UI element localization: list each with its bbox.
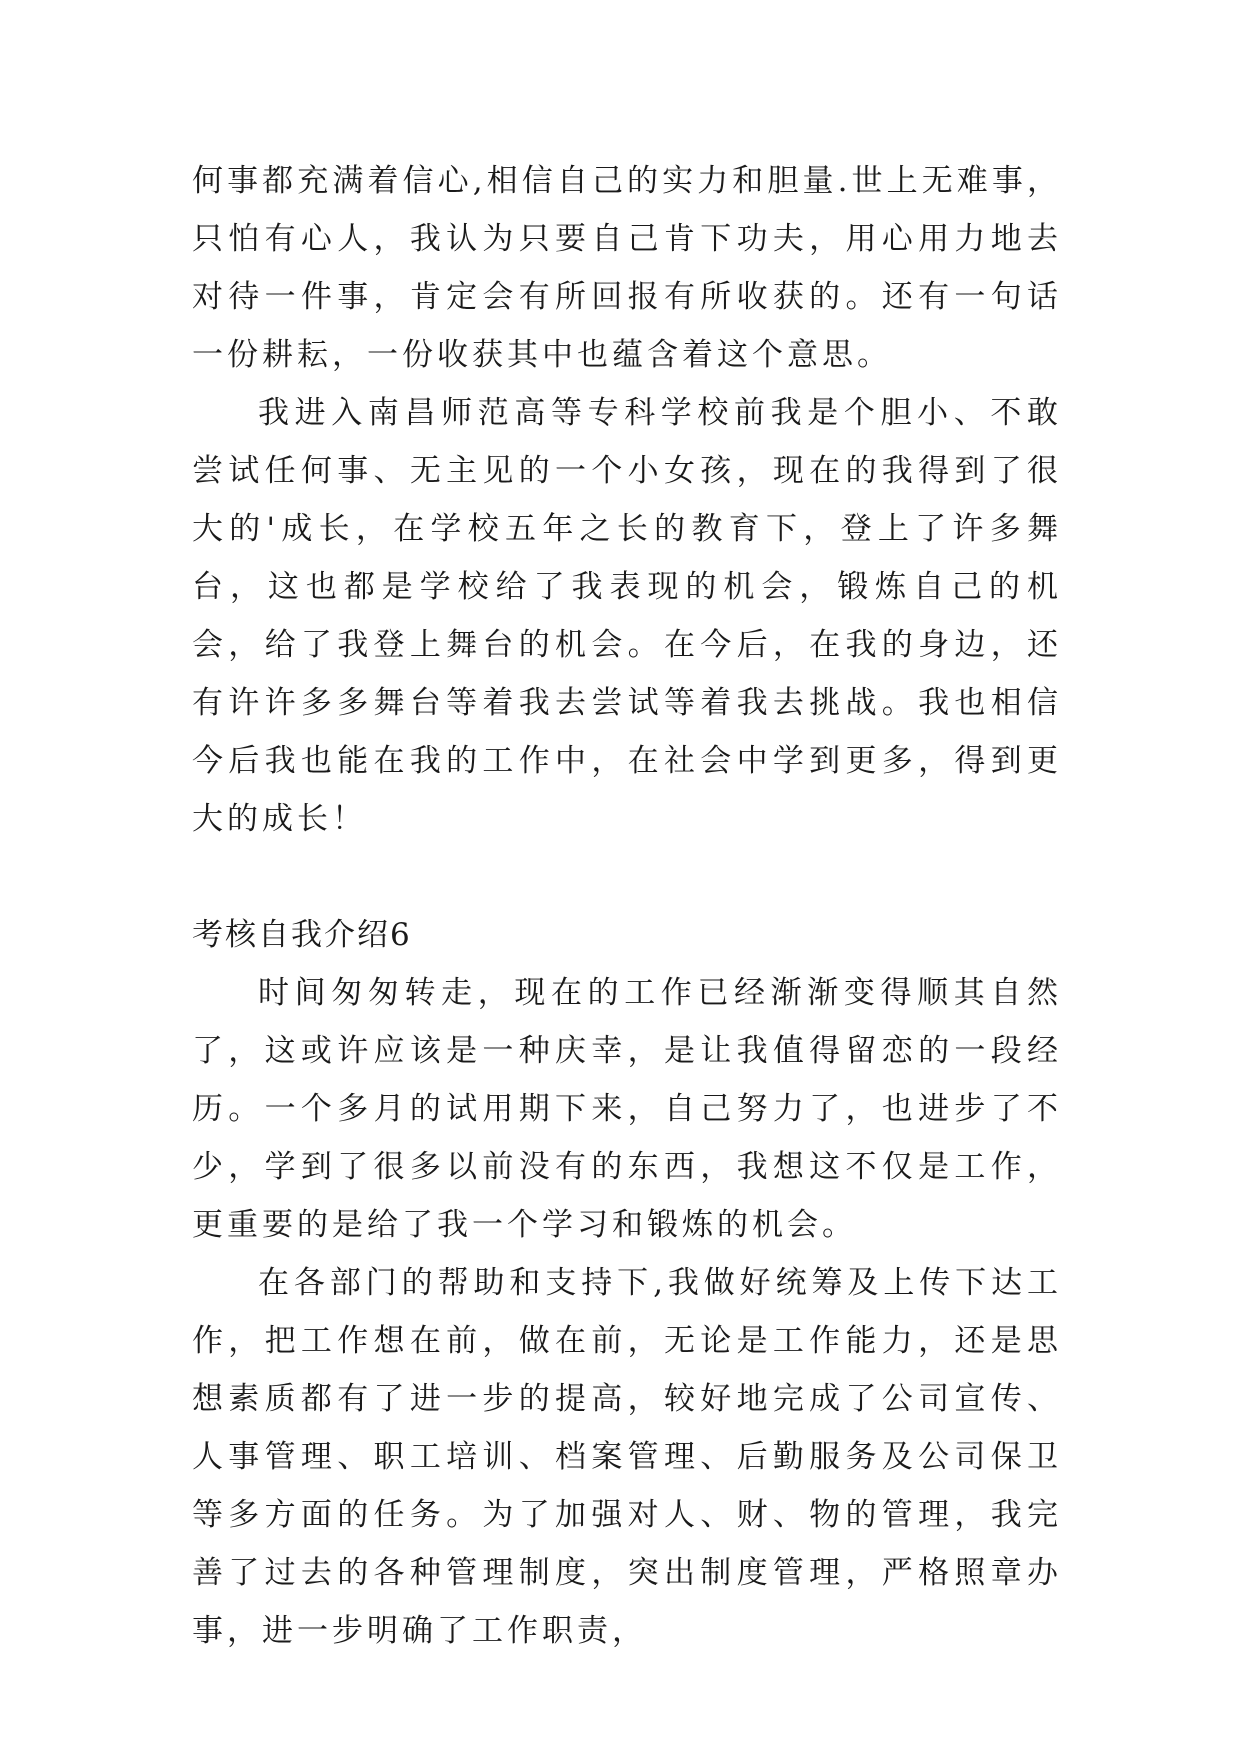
paragraph-growth: 我进入南昌师范高等专科学校前我是个胆小、不敢尝试任何事、无主见的一个小女孩，现在的我得到了很大的'成长，在学校五年之长的教育下，登上了许多舞台，这也都是学校给了我表现的机会，锻炼自己的机会，给了我登上舞台的机会。在今后，在我的身边，还有许许多多舞台等着我去尝试等着我去挑战。我也相信今后我也能在我的工作中，在社会中学到更多，得到更大的成长！	[192, 395, 1062, 837]
paragraph-continuation: 何事都充满着信心,相信自己的实力和胆量.世上无难事，只怕有心人，我认为只要自己肯下功夫，用心用力地去对待一件事，肯定会有所回报有所收获的。还有一句话一份耕耘，一份收获其中也蕴含着这个意思。	[192, 163, 1062, 373]
paragraph-departments: 在各部门的帮助和支持下,我做好统筹及上传下达工作，把工作想在前，做在前，无论是工作能力，还是思想素质都有了进一步的提高，较好地完成了公司宣传、人事管理、职工培训、档案管理、后勤服务及公司保卫等多方面的任务。为了加强对人、财、物的管理，我完善了过去的各种管理制度，突出制度管理，严格照章办事，进一步明确了工作职责，	[192, 1265, 1062, 1649]
section-title: 考核自我介绍6	[192, 917, 412, 953]
document-body	[192, 152, 1062, 1660]
paragraph-probation: 时间匆匆转走，现在的工作已经渐渐变得顺其自然了，这或许应该是一种庆幸，是让我值得留恋的一段经历。一个多月的试用期下来，自己努力了，也进步了不少，学到了很多以前没有的东西，我想这不仅是工作，更重要的是给了我一个学习和锻炼的机会。	[192, 975, 1062, 1243]
